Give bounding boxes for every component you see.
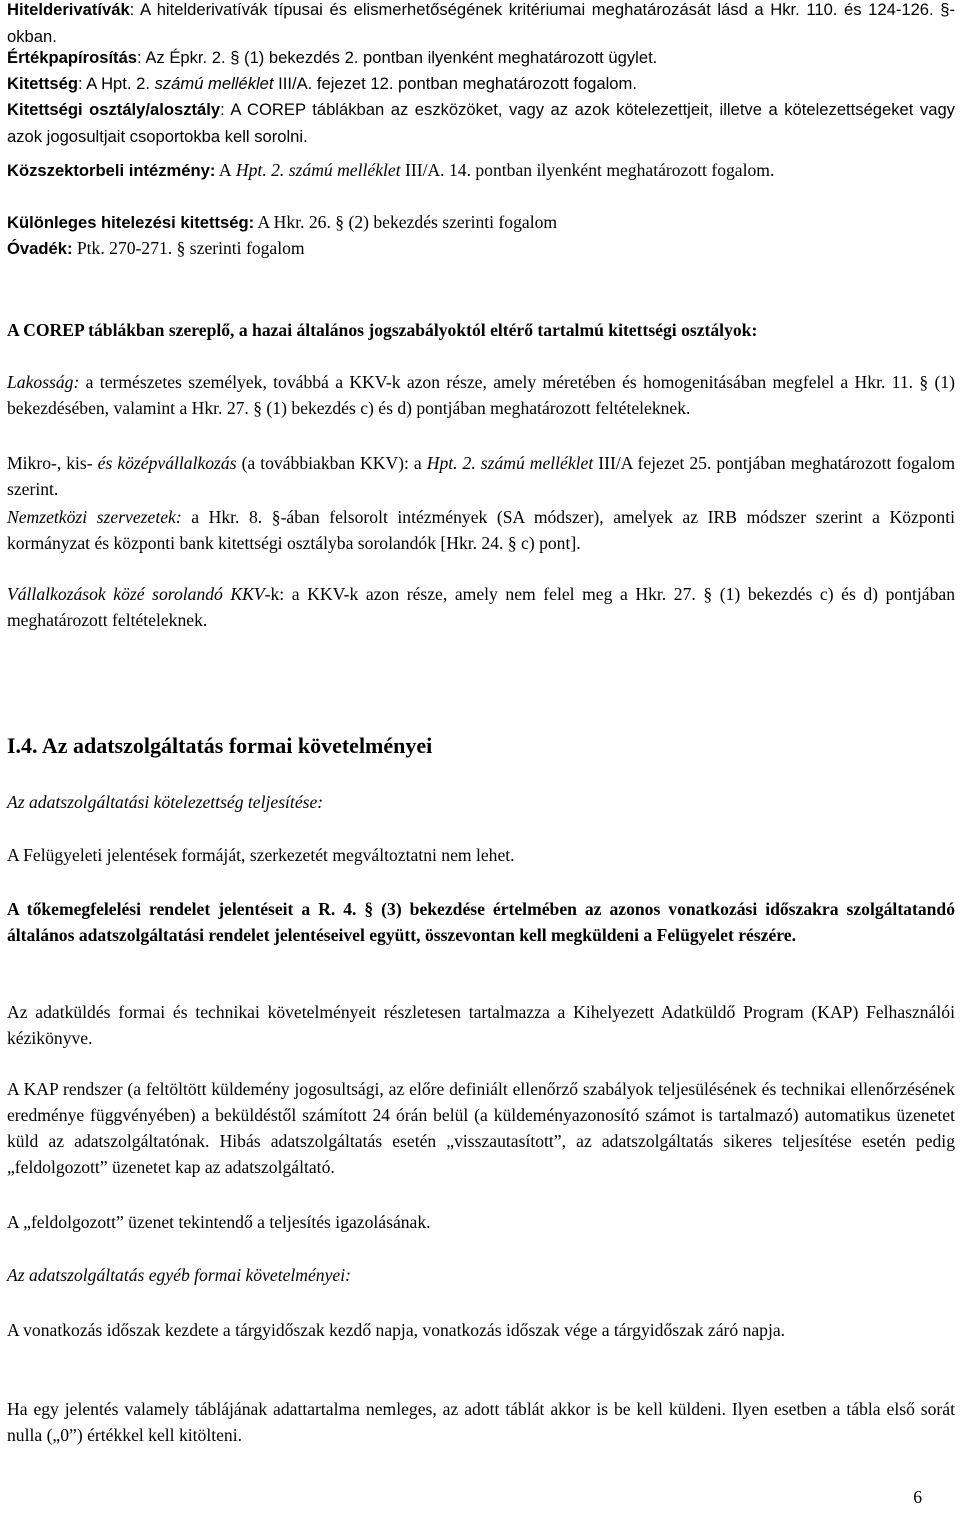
paragraph-idoszak: A vonatkozás időszak kezdete a tárgyidőszak kezdő napja, vonatkozás időszak vége a tárgyidőszak záró napja. [7,1320,786,1340]
paragraph-tokemegfeleles: A tőkemegfelelési rendelet jelentéseit a R. 4. § (3) bekezdése értelmében az azonos vonatkozási időszakra szolgáltatandó általános adatszolgáltatási rendelet jelentéseivel együtt, összevontan kell megküldeni a Felügyelet részére. [7,899,955,945]
term: Vállalkozások közé sorolandó KKV [7,584,265,604]
subheading-egyeb: Az adatszolgáltatás egyéb formai követelményei: [7,1265,351,1285]
subheading-teljesites: Az adatszolgáltatási kötelezettség teljesítése: [7,792,324,812]
def-kitettseg [7,70,955,97]
definition: -k: a KKV-k azon része, amely nem felel meg a Hkr. 27. § (1) bekezdés c) és d) pontjában meghatározott feltételeknek. [7,584,955,630]
definition-italic: számú melléklet [149,74,274,93]
paragraph-kap: A KAP rendszer (a feltöltött küldemény jogosultsági, az előre definiált ellenőrző szabályok teljesülésének és technikai ellenőrzésének eredménye függvényében) a beküldéstől számított 24 órán belül (a küldeményazonosító számot is tartalmazó) automatikus üzenetet küld az adatszolgáltatónak. Hibás adatszolgáltatás esetén „visszautasított”, az adatszolgáltatás sikeres teljesítése esetén pedig „feldolgozott” üzenetet kap az adatszolgáltató. [7,1079,955,1177]
definition: III/A fejezet 25. pontjában meghatározott fogalom szerint. [7,453,956,499]
paragraph-nemleges: Ha egy jelentés valamely táblájának adattartalma nemleges, az adott táblát akkor is be kell küldeni. Ilyen esetben a tábla első sorát nulla („0”) értékkel kell kitölteni. [7,1399,955,1445]
def-kulonleges [7,209,955,236]
corep-nemzetkozi [7,504,955,556]
definition: Ptk. 270-271. § szerinti fogalom [72,238,305,258]
def-ovadek [7,235,955,262]
def-kitettsegi-osztaly [7,96,955,150]
definition: : A Hpt. 2. [78,74,150,93]
definition-italic: Hpt. 2. számú melléklet [421,453,594,473]
term: Értékpapírosítás [7,48,138,67]
definition: : Az Épkr. 2. § (1) bekezdés 2. pontban ilyenként meghatározott ügylet. [137,48,658,67]
paragraph-formatum: A Felügyeleti jelentések formáját, szerkezetét megváltoztatni nem lehet. [7,845,515,865]
definition: A Hkr. 26. § (2) bekezdés szerinti fogalom [254,212,558,232]
page-number: 6 [913,1487,922,1507]
section-heading: I.4. Az adatszolgáltatás formai követelményei [7,733,433,758]
definition: III/A. 14. pontban ilyenként meghatározott fogalom. [400,160,775,180]
corep-vallalkozasok [7,581,955,633]
definition: : A COREP táblákban az eszközöket, vagy az azok kötelezettjeit, illetve a kötelezettségeket vagy azok jogosultjait csoportokba kell sorolni. [7,100,955,146]
definition: a Hkr. 8. §-ában felsorolt intézmények (SA módszer), amelyek az IRB módszer szerint a Központi kormányzat és központi bank kitettségi osztályba sorolandók [Hkr. 24. § c) pont]. [7,507,955,553]
term: Nemzetközi szervezetek: [7,507,182,527]
term: Mikro-, kis- [7,453,93,473]
definition-italic: Hpt. 2. számú melléklet [231,160,401,180]
def-kozszektor [7,157,955,184]
definition: (a továbbiakban KKV): a [236,453,422,473]
term: Kitettség [7,74,78,93]
definition: a természetes személyek, továbbá a KKV-k azon része, amely méretében és homogenitásában megfelel a Hkr. 11. § (1) bekezdésében, valamint a Hkr. 27. § (1) bekezdés c) és d) pontjában meghatározott feltételeknek. [7,372,955,418]
definition: III/A. fejezet 12. pontban meghatározott fogalom. [273,74,637,93]
corep-title: A COREP táblákban szereplő, a hazai általános jogszabályoktól eltérő tartalmú kitettségi osztályok: [7,320,758,340]
def-hitelderivativak [7,0,955,50]
term: Lakosság: [7,372,80,392]
term: Kitettségi osztály/alosztály [7,100,221,119]
definition: A [215,160,232,180]
def-ertekpapirositas [7,44,955,71]
corep-mikro [7,450,955,502]
term: Különleges hitelezési kitettség: [7,213,255,232]
paragraph-adatkuldes: Az adatküldés formai és technikai követelményeit részletesen tartalmazza a Kihelyezett Adatküldő Program (KAP) Felhasználói kézikönyve. [7,1002,955,1048]
paragraph-feldolgozott: A „feldolgozott” üzenet tekintendő a teljesítés igazolásának. [7,1212,431,1232]
corep-lakossag [7,369,955,421]
term-italic: és középvállalkozás [92,453,237,473]
term: Óvadék: [7,239,73,258]
term: Hitelderivatívák [7,0,130,19]
definition: : A hitelderivatívák típusai és elismerhetőségének kritériumai meghatározását lásd a Hkr. 110. és 124-126. §-okban. [7,0,955,46]
term: Közszektorbeli intézmény: [7,161,216,180]
